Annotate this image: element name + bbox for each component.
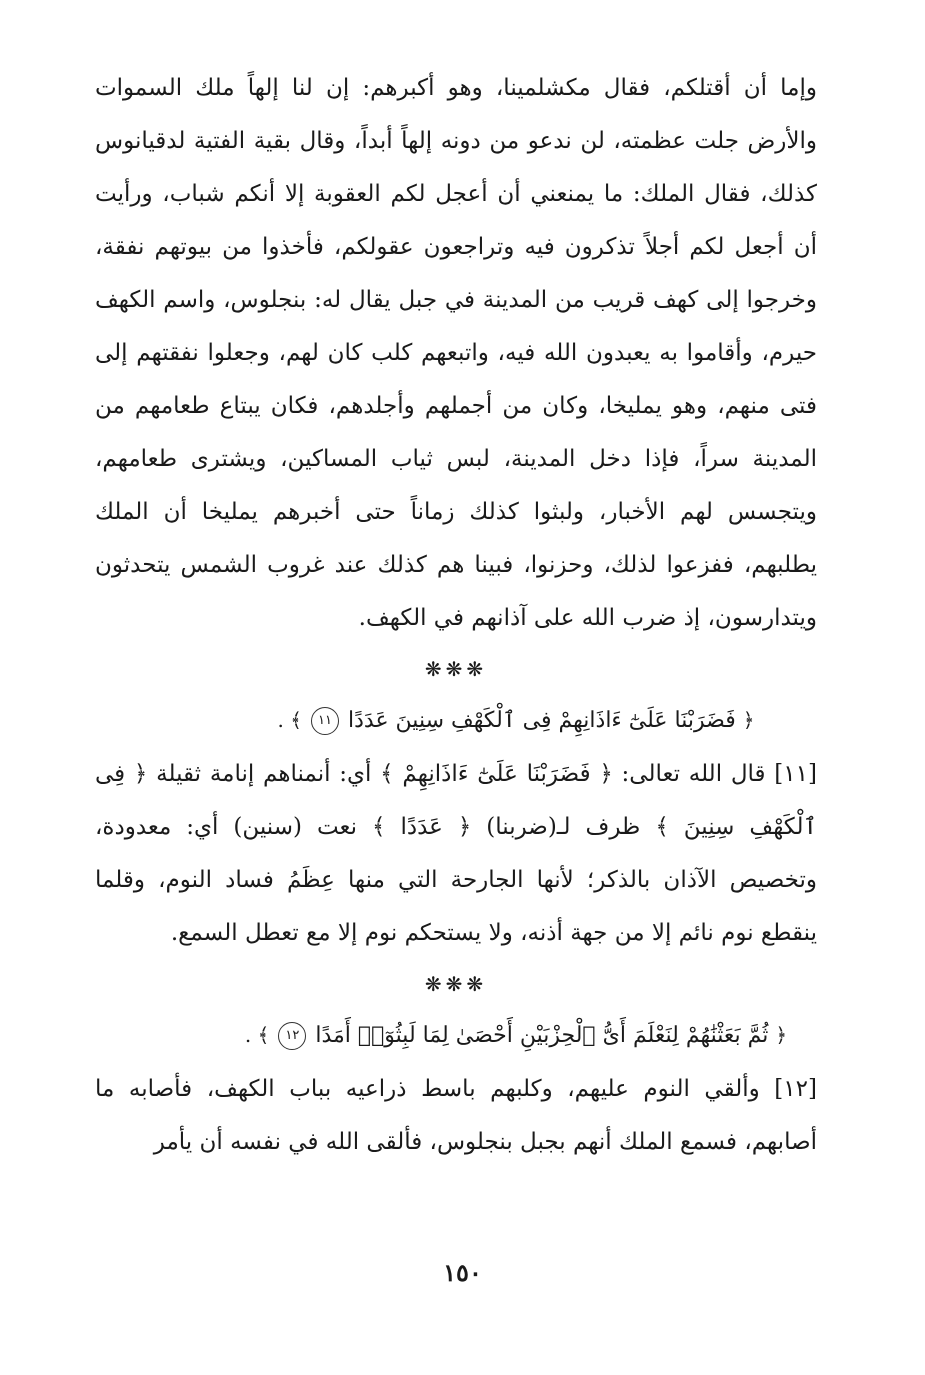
verse-open-bracket: ﴿ — [775, 1023, 788, 1047]
page-body — [95, 62, 817, 1169]
verse-close-bracket: ﴾ . — [244, 1023, 270, 1047]
ayah-number-marker: ١١ — [311, 707, 339, 735]
verse-close-bracket: ﴾ . — [277, 708, 302, 732]
paragraph-commentary-12: [١٢] وألقي النوم عليهم، وكلبهم باسط ذراعيه بباب الكهف، فأصابه ما أصابهم، فسمع الملك أنهم بجبل بنجلوس، فألقى الله في نفسه أن يأمر — [95, 1076, 817, 1155]
ayah-number-marker: ١٢ — [278, 1022, 306, 1050]
paragraph-narrative: وإما أن أقتلكم، فقال مكشلمينا، وهو أكبرهم: إن لنا إلهاً ملك السموات والأرض جلت عظمته، لن ندعو من دونه إلهاً أبداً، وقال بقية الفتية لدقيانوس كذلك، فقال الملك: ما يمنعني أن أعجل لكم العقوبة إلا أنكم شباب، ورأيت أن أجعل لكم أجلاً تذكرون فيه وتراجعون عقولكم، فأخذوا من بيوتهم نفقة، وخرجوا إلى كهف قريب من المدينة في جبل يقال له: بنجلوس، واسم الكهف حيرم، وأقاموا به يعبدون الله فيه، واتبعهم كلب كان لهم، وجعلوا نفقتهم إلى فتى منهم، وهو يمليخا، وكان من أجملهم وأجلدهم، فكان يبتاع طعامهم من المدينة سراً، فإذا دخل المدينة، لبس ثياب المساكين، ويشترى طعامهم، ويتجسس لهم الأخبار، ولبثوا كذلك زماناً حتى أخبرهم يمليخا أن الملك يطلبهم، ففزعوا لذلك، وحزنوا، فبينا هم كذلك عند غروب الشمس يتحدثون ويتدارسون، إذ ضرب الله على آذانهم في الكهف. — [95, 75, 817, 631]
verse-text: ثُمَّ بَعَثْنَٰهُمْ لِنَعْلَمَ أَىُّ ٱلْحِزْبَيْنِ أَحْصَىٰ لِمَا لَبِثُوٓا۟ أَمَدًا — [315, 1023, 769, 1048]
page-number: ١٥٠ — [443, 1258, 482, 1287]
section-separator: ❋❋❋ — [424, 972, 488, 996]
quran-verse-12 — [95, 1010, 817, 1061]
section-separator: ❋❋❋ — [424, 657, 488, 681]
verse-open-bracket: ﴿ — [742, 708, 755, 732]
quran-verse-11 — [95, 695, 817, 746]
verse-text: فَضَرَبْنَا عَلَىٰٓ ءَاذَانِهِمْ فِى ٱلْكَهْفِ سِنِينَ عَدَدًا — [347, 708, 736, 733]
paragraph-commentary-11: [١١] قال الله تعالى: ﴿ فَضَرَبْنَا عَلَىٰٓ ءَاذَانِهِمْ ﴾ أي: أنمناهم إنامة ثقيلة ﴿ فِى ٱلْكَهْفِ سِنِينَ ﴾ ظرف لـ(ضربنا) ﴿ عَدَدًا ﴾ نعت (سنين) أي: معدودة، وتخصيص الآذان بالذكر؛ لأنها الجارحة التي منها عِظَمُ فساد النوم، وقلما ينقطع نوم نائم إلا من جهة أذنه، ولا يستحكم نوم إلا مع تعطل السمع. — [95, 761, 817, 946]
